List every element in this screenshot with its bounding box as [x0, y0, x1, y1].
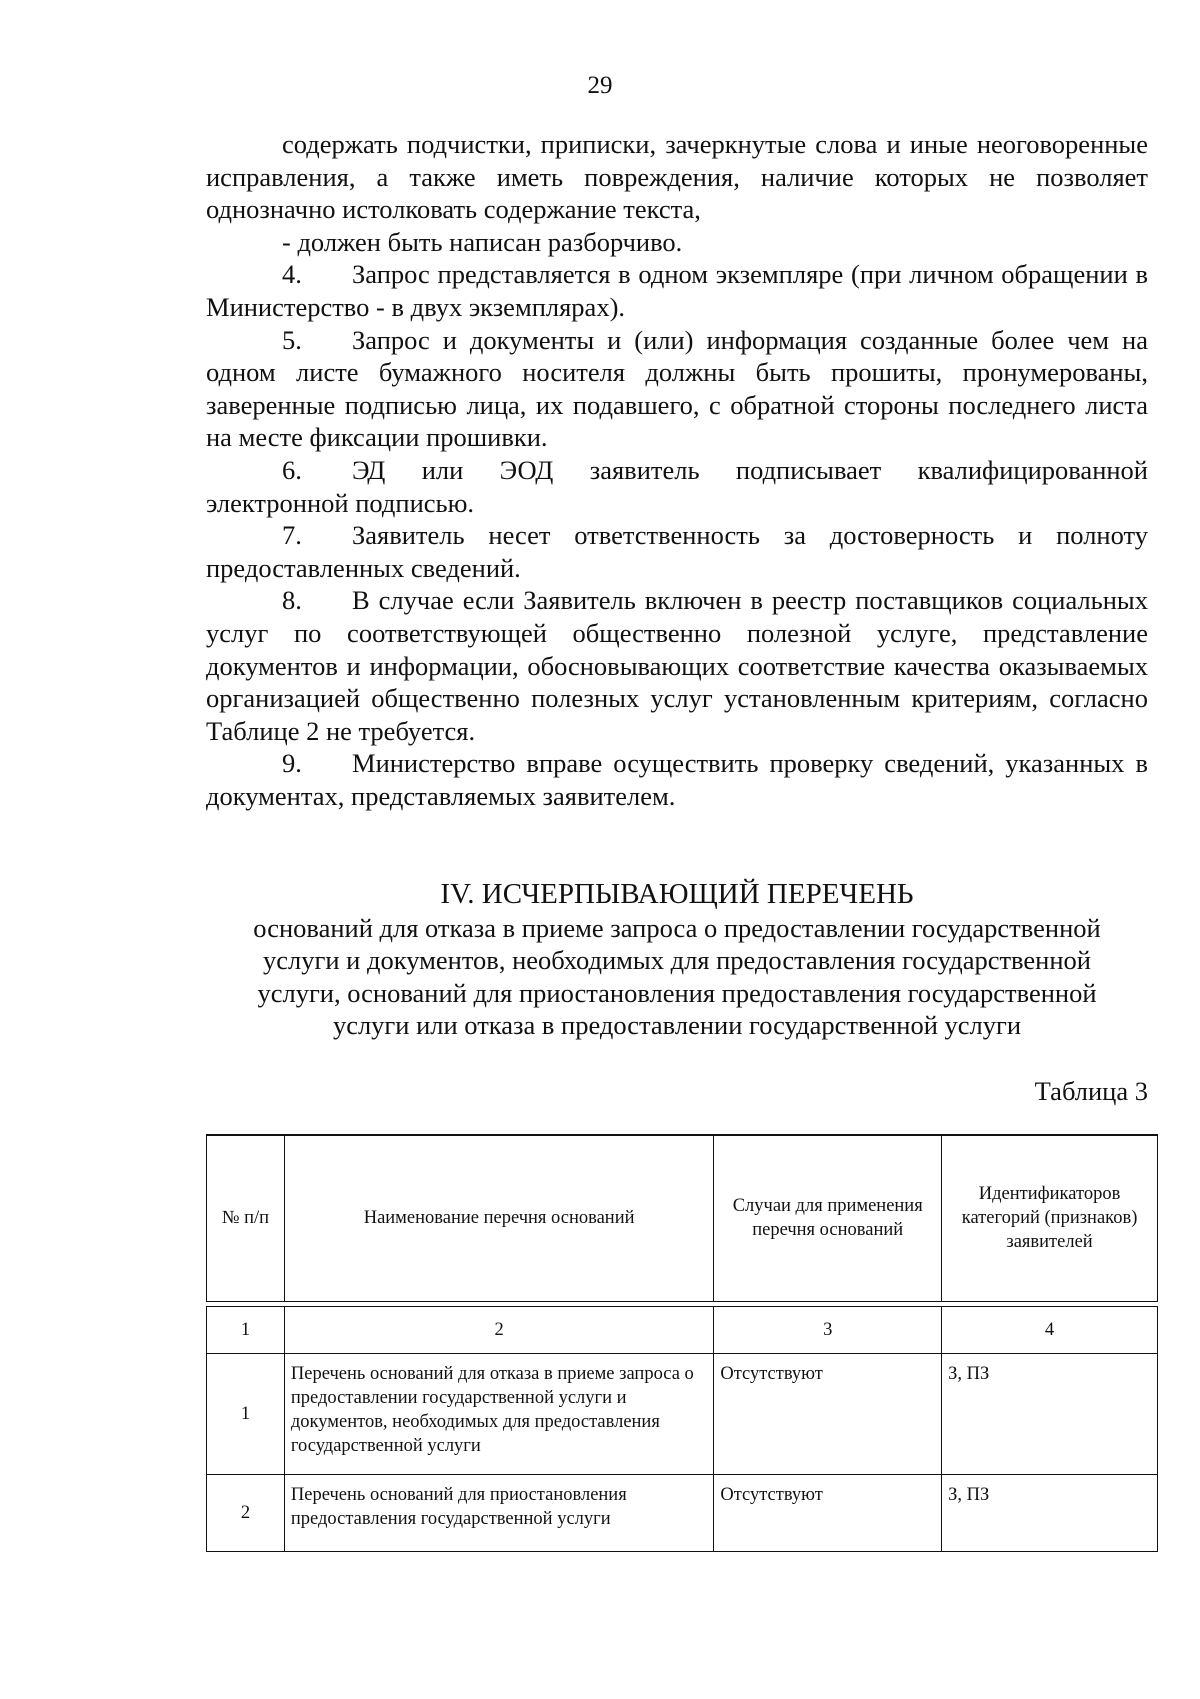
table-column-number: 4 [942, 1306, 1158, 1353]
list-item [206, 454, 1148, 519]
table-header-row [207, 1135, 1158, 1301]
paragraph-dash-item: - должен быть написан разборчиво. [282, 226, 683, 257]
list-item-number: 8. [282, 585, 302, 616]
table-cell-number: 2 [207, 1474, 285, 1551]
list-item-text: Запрос и документы и (или) информация созданные более чем на одном листе бумажного носителя должны быть прошиты, пронумерованы, заверенные подписью лица, их подавшего, с обратной стороны последнего листа на месте фиксации прошивки. [206, 324, 1148, 453]
list-item-text: В случае если Заявитель включен в реестр поставщиков социальных услуг по соответствующей общественно полезной услуге, представление документов и информации, обосновывающих соответствие качества оказываемых организацией общественно полезных услуг установленным критериям, согласно Таблице 2 не требуется. [206, 585, 1148, 746]
list-item [206, 324, 1148, 454]
list-item-text: Министерство вправе осуществить проверку сведений, указанных в документах, представляемых заявителем. [206, 748, 1148, 811]
list-item-number: 4. [282, 259, 302, 290]
table-column-number: 3 [714, 1306, 942, 1353]
table-cell-ids: З, ПЗ [942, 1353, 1158, 1474]
section-subtitle: оснований для отказа в приеме запроса о предоставлении государственной услуги и документов, необходимых для предоставления государственной услуги, оснований для приостановления предоставления государственной услуги или отказа в предоставлении государственной услуги [253, 913, 1101, 1041]
table-header-cell: Случаи для применения перечня оснований [714, 1135, 942, 1301]
page-number: 29 [587, 72, 613, 99]
table-row [207, 1353, 1158, 1474]
list-item-text: Запрос представляется в одном экземпляре (при личном обращении в Министерство - в двух экземплярах). [206, 259, 1148, 322]
table-caption: Таблица 3 [1034, 1076, 1148, 1106]
table-header-cell: Наименование перечня оснований [284, 1135, 713, 1301]
grounds-table [206, 1134, 1158, 1552]
table-cell-number: 1 [207, 1353, 285, 1474]
list-item [206, 584, 1148, 747]
table-cell-ids: З, ПЗ [942, 1474, 1158, 1551]
table-row [207, 1474, 1158, 1551]
table-cell-cases: Отсутствуют [714, 1474, 942, 1551]
body-text [206, 128, 1148, 812]
table-header-cell: Идентификаторов категорий (признаков) заявителей [942, 1135, 1158, 1301]
paragraph-continuation: содержать подчистки, приписки, зачеркнутые слова и иные неоговоренные исправления, а также иметь повреждения, наличие которых не позволяет однозначно истолковать содержание текста, [206, 129, 1148, 225]
table-cell-cases: Отсутствуют [714, 1353, 942, 1474]
section-title: IV. ИСЧЕРПЫВАЮЩИЙ ПЕРЕЧЕНЬ [440, 878, 914, 910]
list-item-number: 5. [282, 324, 302, 355]
table-header-cell: № п/п [207, 1135, 285, 1301]
list-item-text: ЭД или ЭОД заявитель подписывает квалифицированной электронной подписью. [206, 454, 1148, 518]
table-cell-name: Перечень оснований для отказа в приеме запроса о предоставлении государственной услуги и документов, необходимых для предоставления государственной услуги [284, 1353, 713, 1474]
table-column-number: 2 [284, 1306, 713, 1353]
list-item-number: 6. [282, 454, 302, 485]
table-column-number: 1 [207, 1306, 285, 1353]
list-item-text: Заявитель несет ответственность за достоверность и полноту предоставленных сведений. [206, 520, 1148, 583]
table-cell-name: Перечень оснований для приостановления предоставления государственной услуги [284, 1474, 713, 1551]
list-item-number: 9. [282, 748, 302, 779]
section-heading [206, 876, 1148, 1042]
list-item [206, 747, 1148, 812]
table-column-numbers-row [207, 1306, 1158, 1353]
list-item-number: 7. [282, 520, 302, 551]
list-item [206, 519, 1148, 584]
list-item [206, 258, 1148, 323]
